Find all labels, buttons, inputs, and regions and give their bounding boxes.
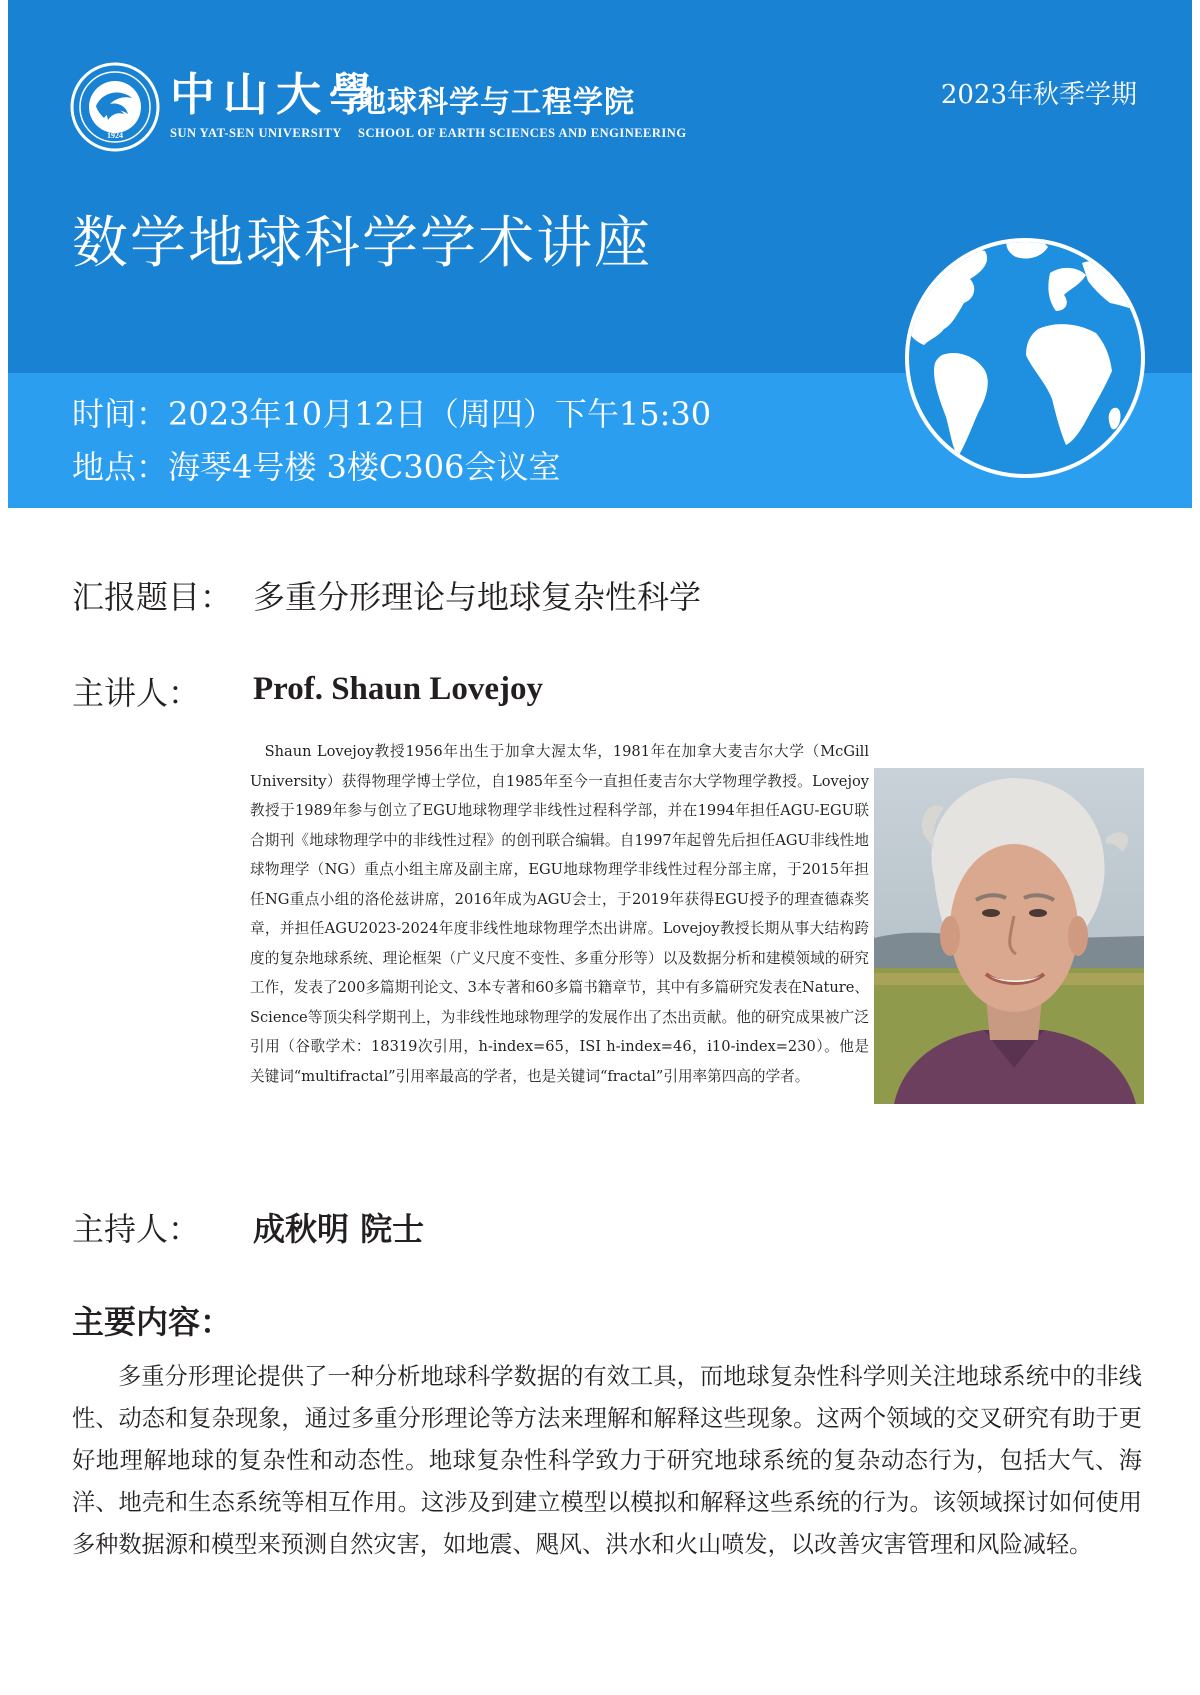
university-name-zh: 中山大學 [170,68,383,121]
speaker-label: 主讲人： [72,674,201,712]
event-place: 地点：海琴4号楼 3楼C306会议室 [72,448,561,486]
semester-label: 2023年秋季学期 [940,80,1137,110]
header-banner [8,0,1192,508]
sysu-emblem-icon [70,62,160,152]
school-name-zh: 地球科学与工程学院 [356,85,635,120]
speaker-bio [250,737,869,1091]
globe-icon [900,233,1150,483]
report-title: 多重分形理论与地球复杂性科学 [253,578,702,616]
speaker-name: Prof. Shaun Lovejoy [253,671,544,707]
host-name: 成秋明 院士 [253,1210,425,1248]
speaker-bio-text: Shaun Lovejoy教授1956年出生于加拿大渥太华，1981年在加拿大麦吉尔大学（McGill University）获得物理学博士学位，自1985年至今一直担任麦吉尔大学物理学教授。Lovejoy教授于1989年参与创立了EGU地球物理学非线性过程科学部，并在1994年担任AGU-EGU联合期刊《地球物理学中的非线性过程》的创刊联合编辑。自1997年起曾先后担任AGU非线性地球物理学（NG）重点小组主席及副主席，EGU地球物理学非线性过程分部主席，于2015年担任NG重点小组的洛伦兹讲席，2016年成为AGU会士，于2019年获得EGU授予的理查德森奖章，并担任AGU2023-2024年度非线性地球物理学杰出讲席。Lovejoy教授长期从事大结构跨度的复杂地球系统、理论框架（广义尺度不变性、多重分形等）以及数据分析和建模领域的研究工作，发表了200多篇期刊论文、3本专著和60多篇书籍章节，其中有多篇研究发表在Nature、Science等顶尖科学期刊上，为非线性地球物理学的发展作出了杰出贡献。他的研究成果被广泛引用（谷歌学术：18319次引用，h-index=65，ISI h-index=46，i10-index=230）。他是关键词“multifractal”引用率最高的学者，也是关键词“fractal”引用率第四高的学者。 [250,743,869,1085]
event-time: 时间：2023年10月12日（周四）下午15:30 [72,395,712,433]
content-text: 多重分形理论提供了一种分析地球科学数据的有效工具，而地球复杂性科学则关注地球系统中的非线性、动态和复杂现象，通过多重分形理论等方法来理解和解释这些现象。这两个领域的交叉研究有助于更好地理解地球的复杂性和动态性。地球复杂性科学致力于研究地球系统的复杂动态行为，包括大气、海洋、地壳和生态系统等相互作用。这涉及到建立模型以模拟和解释这些系统的行为。该领域探讨如何使用多种数据源和模型来预测自然灾害，如地震、飓风、洪水和火山喷发，以改善灾害管理和风险减轻。 [72,1363,1142,1558]
university-name-en: SUN YAT-SEN UNIVERSITY [170,126,342,140]
logo-year: 1924 [107,131,123,140]
report-title-label: 汇报题目： [72,578,233,616]
school-name-en: SCHOOL OF EARTH SCIENCES AND ENGINEERING [358,126,687,140]
speaker-photo [874,768,1144,1104]
content-label: 主要内容： [72,1303,233,1341]
series-title: 数学地球科学学术讲座 [72,211,652,276]
host-label: 主持人： [72,1210,201,1248]
